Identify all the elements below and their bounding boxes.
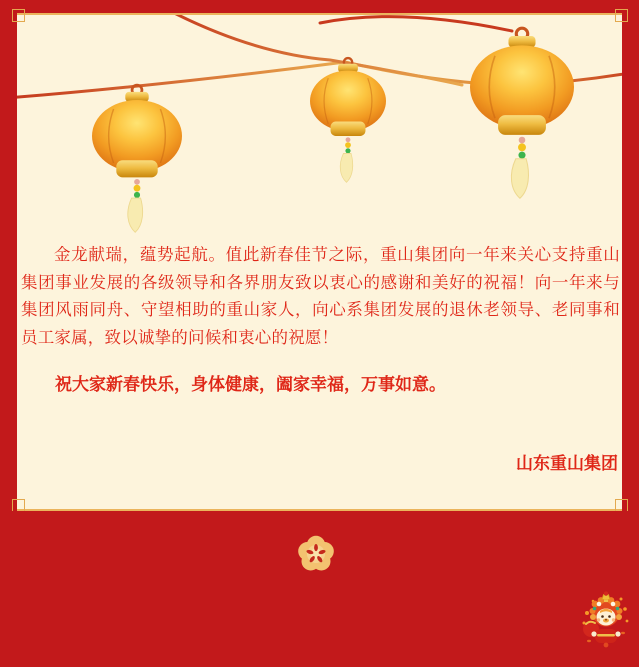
wish-line: 祝大家新春快乐，身体健康，阖家幸福，万事如意。 [55, 375, 446, 395]
plum-blossom-icon [297, 534, 335, 576]
dragon-lion-mascot-icon [581, 591, 631, 649]
greeting-paragraph: 金龙献瑞，蕴势起航。值此新春佳节之际，重山集团向一年来关心支持重山集团事业发展的各级领导和各界朋友致以衷心的感谢和美好的祝福！向一年来与集团风雨同舟、守望相助的重山家人，向心系集团发展的退休老领导、老同事和员工家属，致以诚挚的问候和衷心的祝愿！ [21, 245, 620, 347]
lantern-icon [470, 28, 574, 198]
footer-band [0, 511, 639, 667]
lanterns-decoration [17, 15, 622, 250]
paper-panel [17, 13, 622, 511]
corner-bracket-top-right [615, 9, 628, 22]
corner-bracket-top-left [12, 9, 25, 22]
lantern-icon [92, 85, 182, 232]
signature: 山东重山集团 [516, 454, 618, 474]
lantern-icon [310, 58, 386, 182]
